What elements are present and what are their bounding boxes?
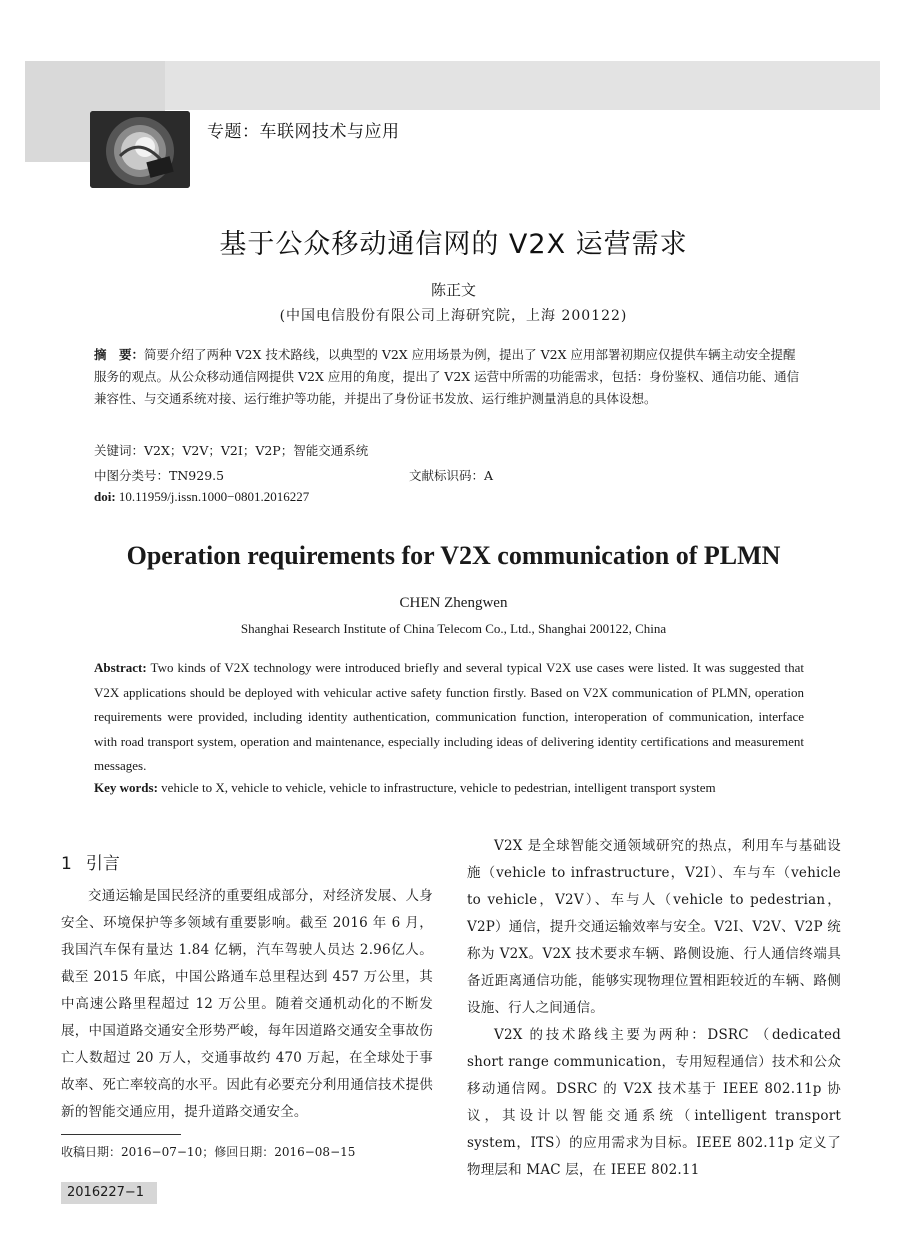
body-right-column xyxy=(467,833,841,1184)
english-keywords-label: Key words: xyxy=(94,780,158,795)
abstract-label: 摘 要： xyxy=(94,347,145,362)
body-paragraph: V2X 是全球智能交通领域研究的热点，利用车与基础设施（vehicle to infrastructure，V2I）、车与车（vehicle to vehicle，V2V）、车与人（vehicle to pedestrian，V2P）通信，提升交通运输效率与安全。V2I、V2V、V2P 统称为 V2X。V2X 技术要求车辆、路侧设施、行人通信终端具备近距离通信功能，能够实现物理位置相距较近的车辆、路侧设施、行人之间通信。 xyxy=(467,838,841,1016)
english-abstract-text: Two kinds of V2X technology were introduced briefly and several typical V2X use cases were listed. It was suggested that V2X applications should be deployed with vehicular active safety function firstly. Based on V2X communication of PLMN, operation requirements were provided, including identity authentication, communication function, interoperation of communication, interface with road transport system, operation and maintenance, especially including ideas of delivering identity certifications and measurement messages. xyxy=(94,660,804,773)
body-paragraph: V2X 的技术路线主要为两种：DSRC （dedicated short range communication，专用短程通信）技术和公众移动通信网。DSRC 的 V2X 技术基于 IEEE 802.11p 协议，其设计以智能交通系统（intelligent transport system，ITS）的应用需求为目标。IEEE 802.11p 定义了物理层和 MAC 层，在 IEEE 802.11 xyxy=(467,1027,841,1178)
doi-link[interactable]: 10.11959/j.issn.1000−0801.2016227 xyxy=(115,489,310,504)
chinese-keywords xyxy=(94,441,368,459)
chinese-author: 陈正文 xyxy=(430,281,476,299)
footnote-divider xyxy=(61,1134,181,1135)
english-abstract xyxy=(94,656,804,779)
chinese-abstract xyxy=(94,344,806,410)
doi-label: doi: xyxy=(94,489,116,504)
journal-logo-image xyxy=(90,111,190,188)
page-number: 2016227−1 xyxy=(61,1182,157,1204)
dates-value: 2016−07−10；修回日期：2016−08−15 xyxy=(121,1145,356,1159)
english-author: CHEN Zhengwen xyxy=(399,595,508,611)
keywords-label: 关键词： xyxy=(94,443,145,458)
english-keywords-text: vehicle to X, vehicle to vehicle, vehicle to infrastructure, vehicle to pedestrian, intelligent transport system xyxy=(157,780,716,795)
keywords-text: V2X；V2V；V2I；V2P；智能交通系统 xyxy=(144,443,369,458)
document-code xyxy=(409,466,493,484)
clc-value: TN929.5 xyxy=(169,468,225,483)
clc-label: 中图分类号： xyxy=(94,468,170,483)
english-keywords xyxy=(94,780,814,796)
topic-header: 专题：车联网技术与应用 xyxy=(207,122,400,142)
doi xyxy=(94,489,309,505)
english-affiliation: Shanghai Research Institute of China Telecom Co., Ltd., Shanghai 200122, China xyxy=(240,621,667,636)
received-dates xyxy=(61,1143,355,1160)
chinese-title: 基于公众移动通信网的 V2X 运营需求 xyxy=(219,229,688,260)
clc-number xyxy=(94,466,224,484)
english-abstract-label: Abstract: xyxy=(94,660,147,675)
english-title: Operation requirements for V2X communication of PLMN xyxy=(126,541,781,570)
section-number: 1 xyxy=(61,854,72,874)
doccode-label: 文献标识码： xyxy=(409,468,485,483)
section-heading xyxy=(61,849,120,874)
chinese-affiliation: (中国电信股份有限公司上海研究院，上海 200122) xyxy=(279,308,628,324)
header-band xyxy=(165,61,880,110)
section-title: 引言 xyxy=(85,854,120,874)
abstract-text: 简要介绍了两种 V2X 技术路线，以典型的 V2X 应用场景为例，提出了 V2X 应用部署初期应仅提供车辆主动安全提醒服务的观点。从公众移动通信网提供 V2X 应用的角度，提出了 V2X 运营中所需的功能需求，包括：身份鉴权、通信功能、通信兼容性、与交通系统对接、运行维护等功能，并提出了身份证书发放、运行维护测量消息的具体设想。 xyxy=(94,347,800,406)
doccode-value: A xyxy=(484,468,494,483)
dates-label: 收稿日期： xyxy=(61,1145,122,1159)
body-left-column: 交通运输是国民经济的重要组成部分，对经济发展、人身安全、环境保护等多领域有重要影响。截至 2016 年 6 月，我国汽车保有量达 1.84 亿辆，汽车驾驶人员达 2.96亿人。截至 2015 年底，中国公路通车总里程达到 457 万公里，其中高速公路里程超过 12 万公里。随着交通机动化的不断发展，中国道路交通安全形势严峻，每年因道路交通安全事故伤亡人数超过 20 万人，交通事故约 470 万起，在全球处于事故率、死亡率较高的水平。因此有必要充分利用通信技术提供新的智能交通应用，提升道路交通安全。 xyxy=(61,888,433,1120)
